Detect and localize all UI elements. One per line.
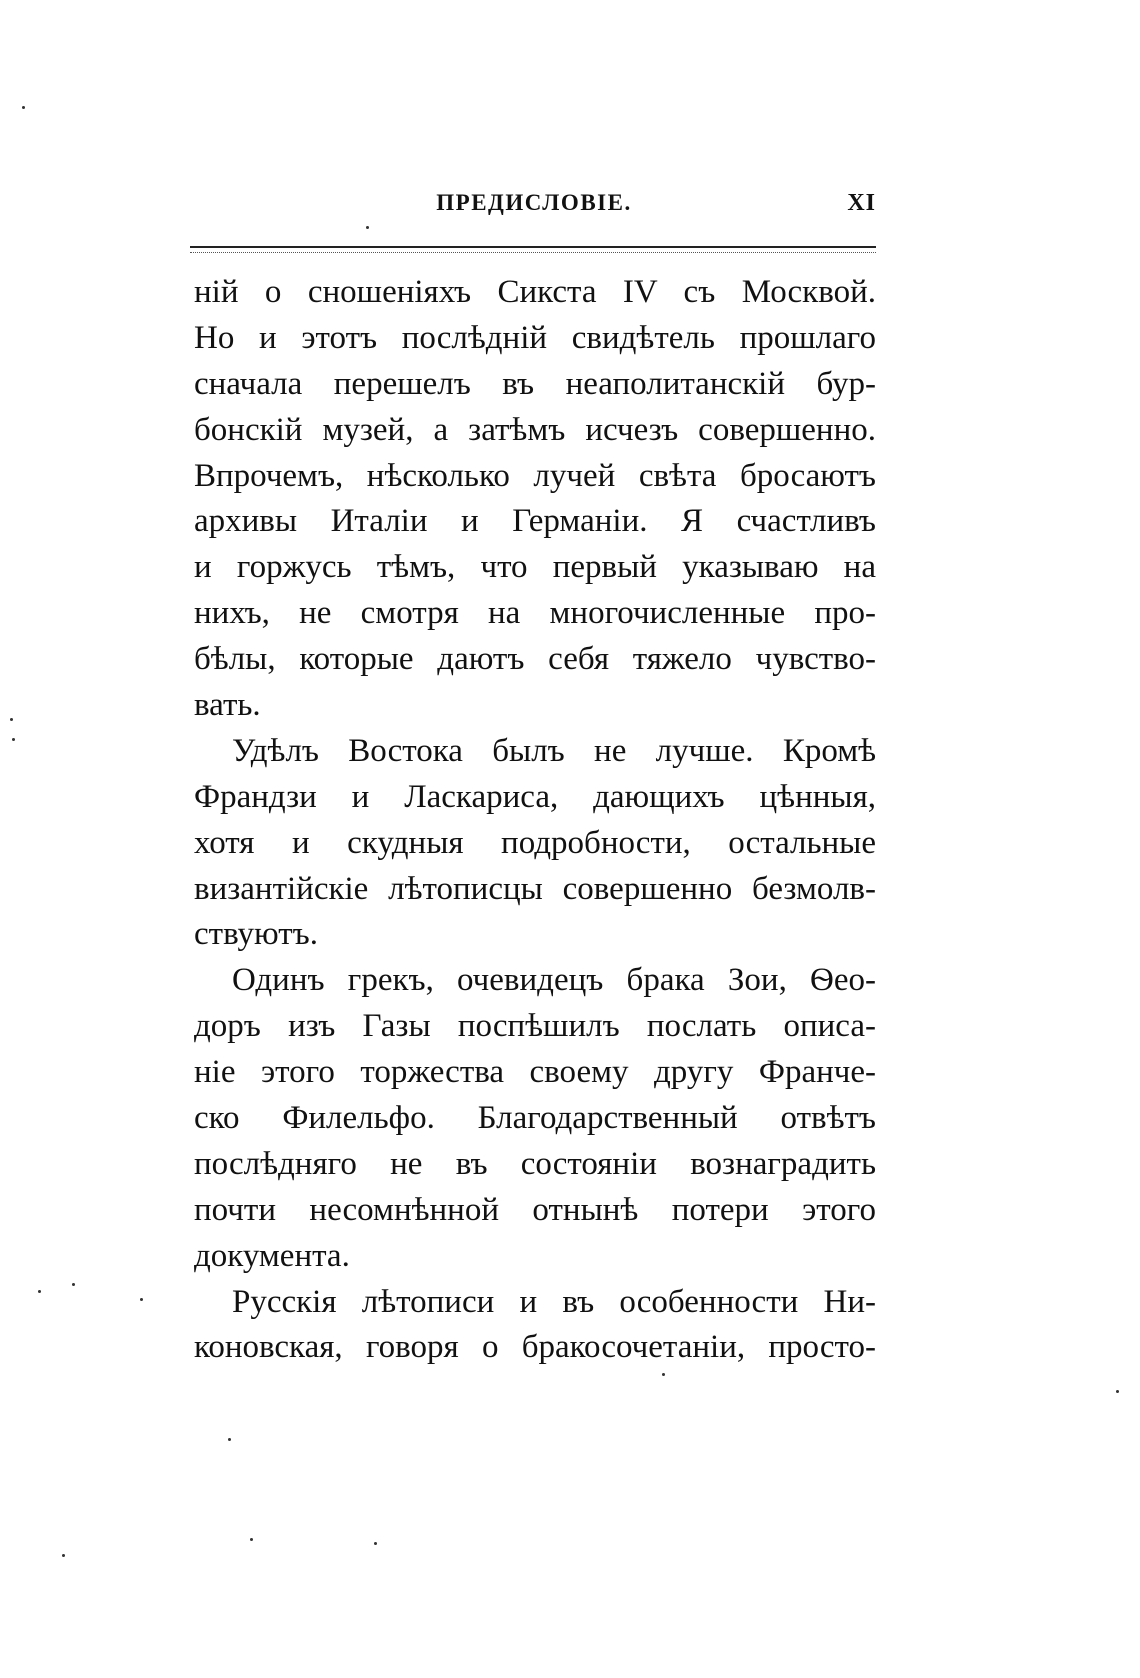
scan-speck — [366, 226, 369, 229]
text-line: Франдзи и Ласкариса, дающихъ цѣнныя, — [194, 778, 876, 815]
scan-speck — [140, 1298, 143, 1301]
scan-speck — [62, 1554, 65, 1557]
text-line: послѣдняго не въ состояніи вознаградить — [194, 1145, 876, 1182]
scan-speck — [38, 1290, 41, 1293]
text-line: ско Филельфо. Благодарственный отвѣтъ — [194, 1100, 876, 1137]
running-title: ПРЕДИСЛОВІЕ. — [436, 190, 632, 215]
scan-speck — [12, 738, 15, 741]
header-rule — [190, 246, 876, 253]
text-line: и горжусь тѣмъ, что первый указываю на — [194, 549, 876, 586]
text-line: бонскій музей, а затѣмъ исчезъ совершенно. — [194, 411, 876, 448]
text-line: сначала перешелъ въ неаполитанскій бур- — [194, 365, 876, 402]
text-line: ніе этого торжества своему другу Франче- — [194, 1054, 876, 1091]
text-line: вать. — [194, 687, 261, 724]
text-line: ній о сношеніяхъ Сикста IV съ Москвой. — [194, 274, 876, 310]
text-line: византійскіе лѣтописцы совершенно безмолв- — [194, 870, 876, 907]
scan-speck — [374, 1542, 377, 1545]
paragraph-1 — [194, 270, 876, 729]
text-line: коновская, говоря о бракосочетаніи, просто- — [194, 1329, 876, 1366]
text-line: Русскія лѣтописи и въ особенности Ни- — [232, 1283, 876, 1320]
text-line: архивы Италіи и Германіи. Я счастливъ — [194, 503, 876, 540]
scan-speck — [250, 1538, 253, 1541]
body-text — [194, 270, 876, 1371]
scan-speck — [72, 1283, 75, 1286]
text-line: Впрочемъ, нѣсколько лучей свѣта бросаютъ — [194, 457, 876, 494]
paragraph-2 — [194, 729, 876, 958]
scan-speck — [10, 718, 13, 721]
text-line: хотя и скудныя подробности, остальные — [194, 824, 876, 861]
text-line: документа. — [194, 1237, 350, 1274]
text-line: ствуютъ. — [194, 916, 318, 953]
text-line: нихъ, не смотря на многочисленные про- — [194, 595, 876, 632]
paragraph-4 — [194, 1280, 876, 1372]
scan-speck — [228, 1438, 231, 1441]
scan-speck — [662, 1373, 665, 1376]
text-line: Удѣлъ Востока былъ не лучше. Кромѣ — [232, 732, 876, 769]
page-number: XI — [847, 190, 876, 216]
scan-speck — [1116, 1390, 1119, 1393]
text-line: Одинъ грекъ, очевидецъ брака Зои, Ѳео- — [232, 962, 876, 999]
paragraph-3 — [194, 958, 876, 1279]
running-head — [192, 190, 876, 230]
text-line: доръ изъ Газы поспѣшилъ послать описа- — [194, 1008, 876, 1045]
text-line: Но и этотъ послѣдній свидѣтель прошлаго — [194, 319, 876, 356]
text-line: почти несомнѣнной отнынѣ потери этого — [194, 1191, 876, 1228]
text-line: бѣлы, которые даютъ себя тяжело чувство- — [194, 641, 876, 678]
scan-speck — [22, 106, 25, 109]
